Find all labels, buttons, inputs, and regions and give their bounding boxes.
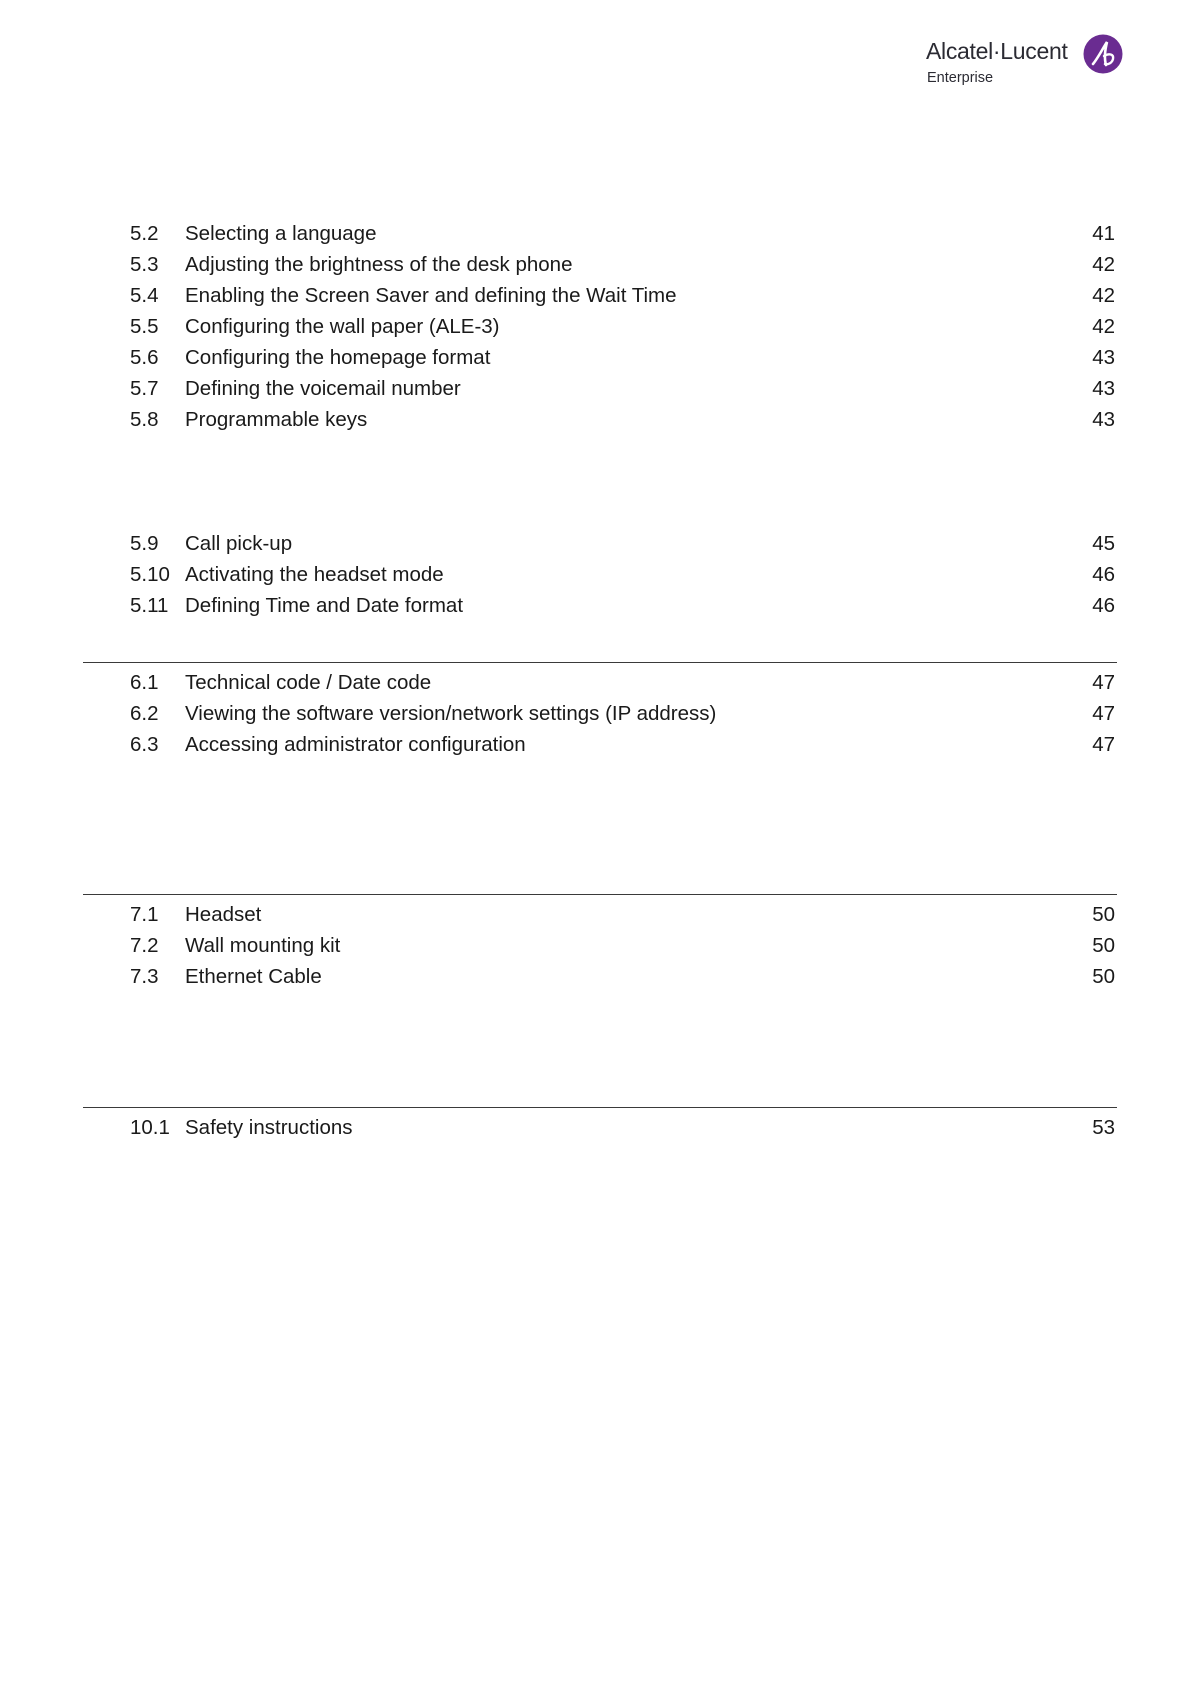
toc-entry-page[interactable]: 47 [1092,671,1115,694]
logo-subtitle: Enterprise [927,70,994,86]
toc-entry-number: 7.1 [130,903,159,926]
toc-entry[interactable] [130,1113,1115,1143]
toc-entry-number: 5.11 [130,594,169,617]
section-divider [83,894,1117,895]
toc-entry-page[interactable]: 47 [1092,733,1115,756]
toc-entry-title[interactable]: Defining the voicemail number [185,377,461,400]
toc-entry[interactable] [130,312,1115,342]
section-divider [83,1107,1117,1108]
toc-entry[interactable] [130,962,1115,992]
toc-entry[interactable] [130,668,1115,698]
toc-entry-title[interactable]: Call pick-up [185,532,293,555]
toc-entry-number: 6.1 [130,671,159,694]
toc-entry-title[interactable]: Configuring the homepage format [185,346,491,369]
toc-entry[interactable] [130,374,1115,404]
toc-entry-number: 6.2 [130,702,159,725]
toc-entry[interactable] [130,405,1115,435]
toc-entry-title[interactable]: Enabling the Screen Saver and defining the Wait Time [185,284,677,307]
toc-entry-title[interactable]: Activating the headset mode [185,563,444,586]
toc-entry-page[interactable]: 47 [1092,702,1115,725]
toc-entry-number: 5.8 [130,408,159,431]
section-divider [83,662,1117,663]
toc-entry-title[interactable]: Adjusting the brightness of the desk phone [185,253,573,276]
toc-entry-title[interactable]: Safety instructions [185,1116,353,1139]
toc-entry[interactable] [130,699,1115,729]
alcatel-lucent-logo-icon [1083,34,1123,74]
toc-entry-number: 5.5 [130,315,159,338]
toc-entry-page[interactable]: 41 [1092,222,1115,245]
toc-entry-number: 7.3 [130,965,159,988]
toc-entry[interactable] [130,529,1115,559]
toc-entry-page[interactable]: 42 [1092,253,1115,276]
toc-entry-title[interactable]: Selecting a language [185,222,377,245]
toc-entry-page[interactable]: 43 [1092,377,1115,400]
toc-entry-number: 5.2 [130,222,159,245]
toc-entry-page[interactable]: 50 [1092,965,1115,988]
toc-entry-number: 5.7 [130,377,159,400]
toc-entry-title[interactable]: Defining Time and Date format [185,594,464,617]
toc-entry-page[interactable]: 45 [1092,532,1115,555]
toc-entry[interactable] [130,591,1115,621]
toc-entry-title[interactable]: Technical code / Date code [185,671,432,694]
toc-entry-title[interactable]: Ethernet Cable [185,965,322,988]
toc-entry-page[interactable]: 46 [1092,563,1115,586]
toc-entry-page[interactable]: 42 [1092,315,1115,338]
toc-entry[interactable] [130,343,1115,373]
company-logo [926,32,1126,92]
toc-entry[interactable] [130,931,1115,961]
toc-entry-title[interactable]: Programmable keys [185,408,368,431]
toc-entry-page[interactable]: 53 [1092,1116,1115,1139]
toc-entry-number: 5.9 [130,532,159,555]
toc-entry-number: 6.3 [130,733,159,756]
toc-entry-title[interactable]: Configuring the wall paper (ALE-3) [185,315,500,338]
toc-entry-number: 7.2 [130,934,159,957]
toc-entry-title[interactable]: Accessing administrator configuration [185,733,526,756]
toc-entry-number: 10.1 [130,1116,170,1139]
toc-entry-page[interactable]: 42 [1092,284,1115,307]
toc-entry[interactable] [130,730,1115,760]
toc-entry-number: 5.4 [130,284,159,307]
toc-entry-page[interactable]: 50 [1092,903,1115,926]
toc-entry[interactable] [130,560,1115,590]
toc-entry-title[interactable]: Viewing the software version/network settings (IP address) [185,702,717,725]
toc-entry[interactable] [130,219,1115,249]
toc-entry-page[interactable]: 50 [1092,934,1115,957]
toc-entry-page[interactable]: 46 [1092,594,1115,617]
logo-brand-text: Alcatel·Lucent [926,38,1068,64]
toc-entry-number: 5.3 [130,253,159,276]
toc-entry[interactable] [130,250,1115,280]
toc-entry-page[interactable]: 43 [1092,408,1115,431]
toc-entry-title[interactable]: Headset [185,903,262,926]
toc-entry-number: 5.10 [130,563,170,586]
toc-entry[interactable] [130,900,1115,930]
toc-entry-title[interactable]: Wall mounting kit [185,934,341,957]
toc-entry[interactable] [130,281,1115,311]
toc-entry-number: 5.6 [130,346,159,369]
toc-entry-page[interactable]: 43 [1092,346,1115,369]
